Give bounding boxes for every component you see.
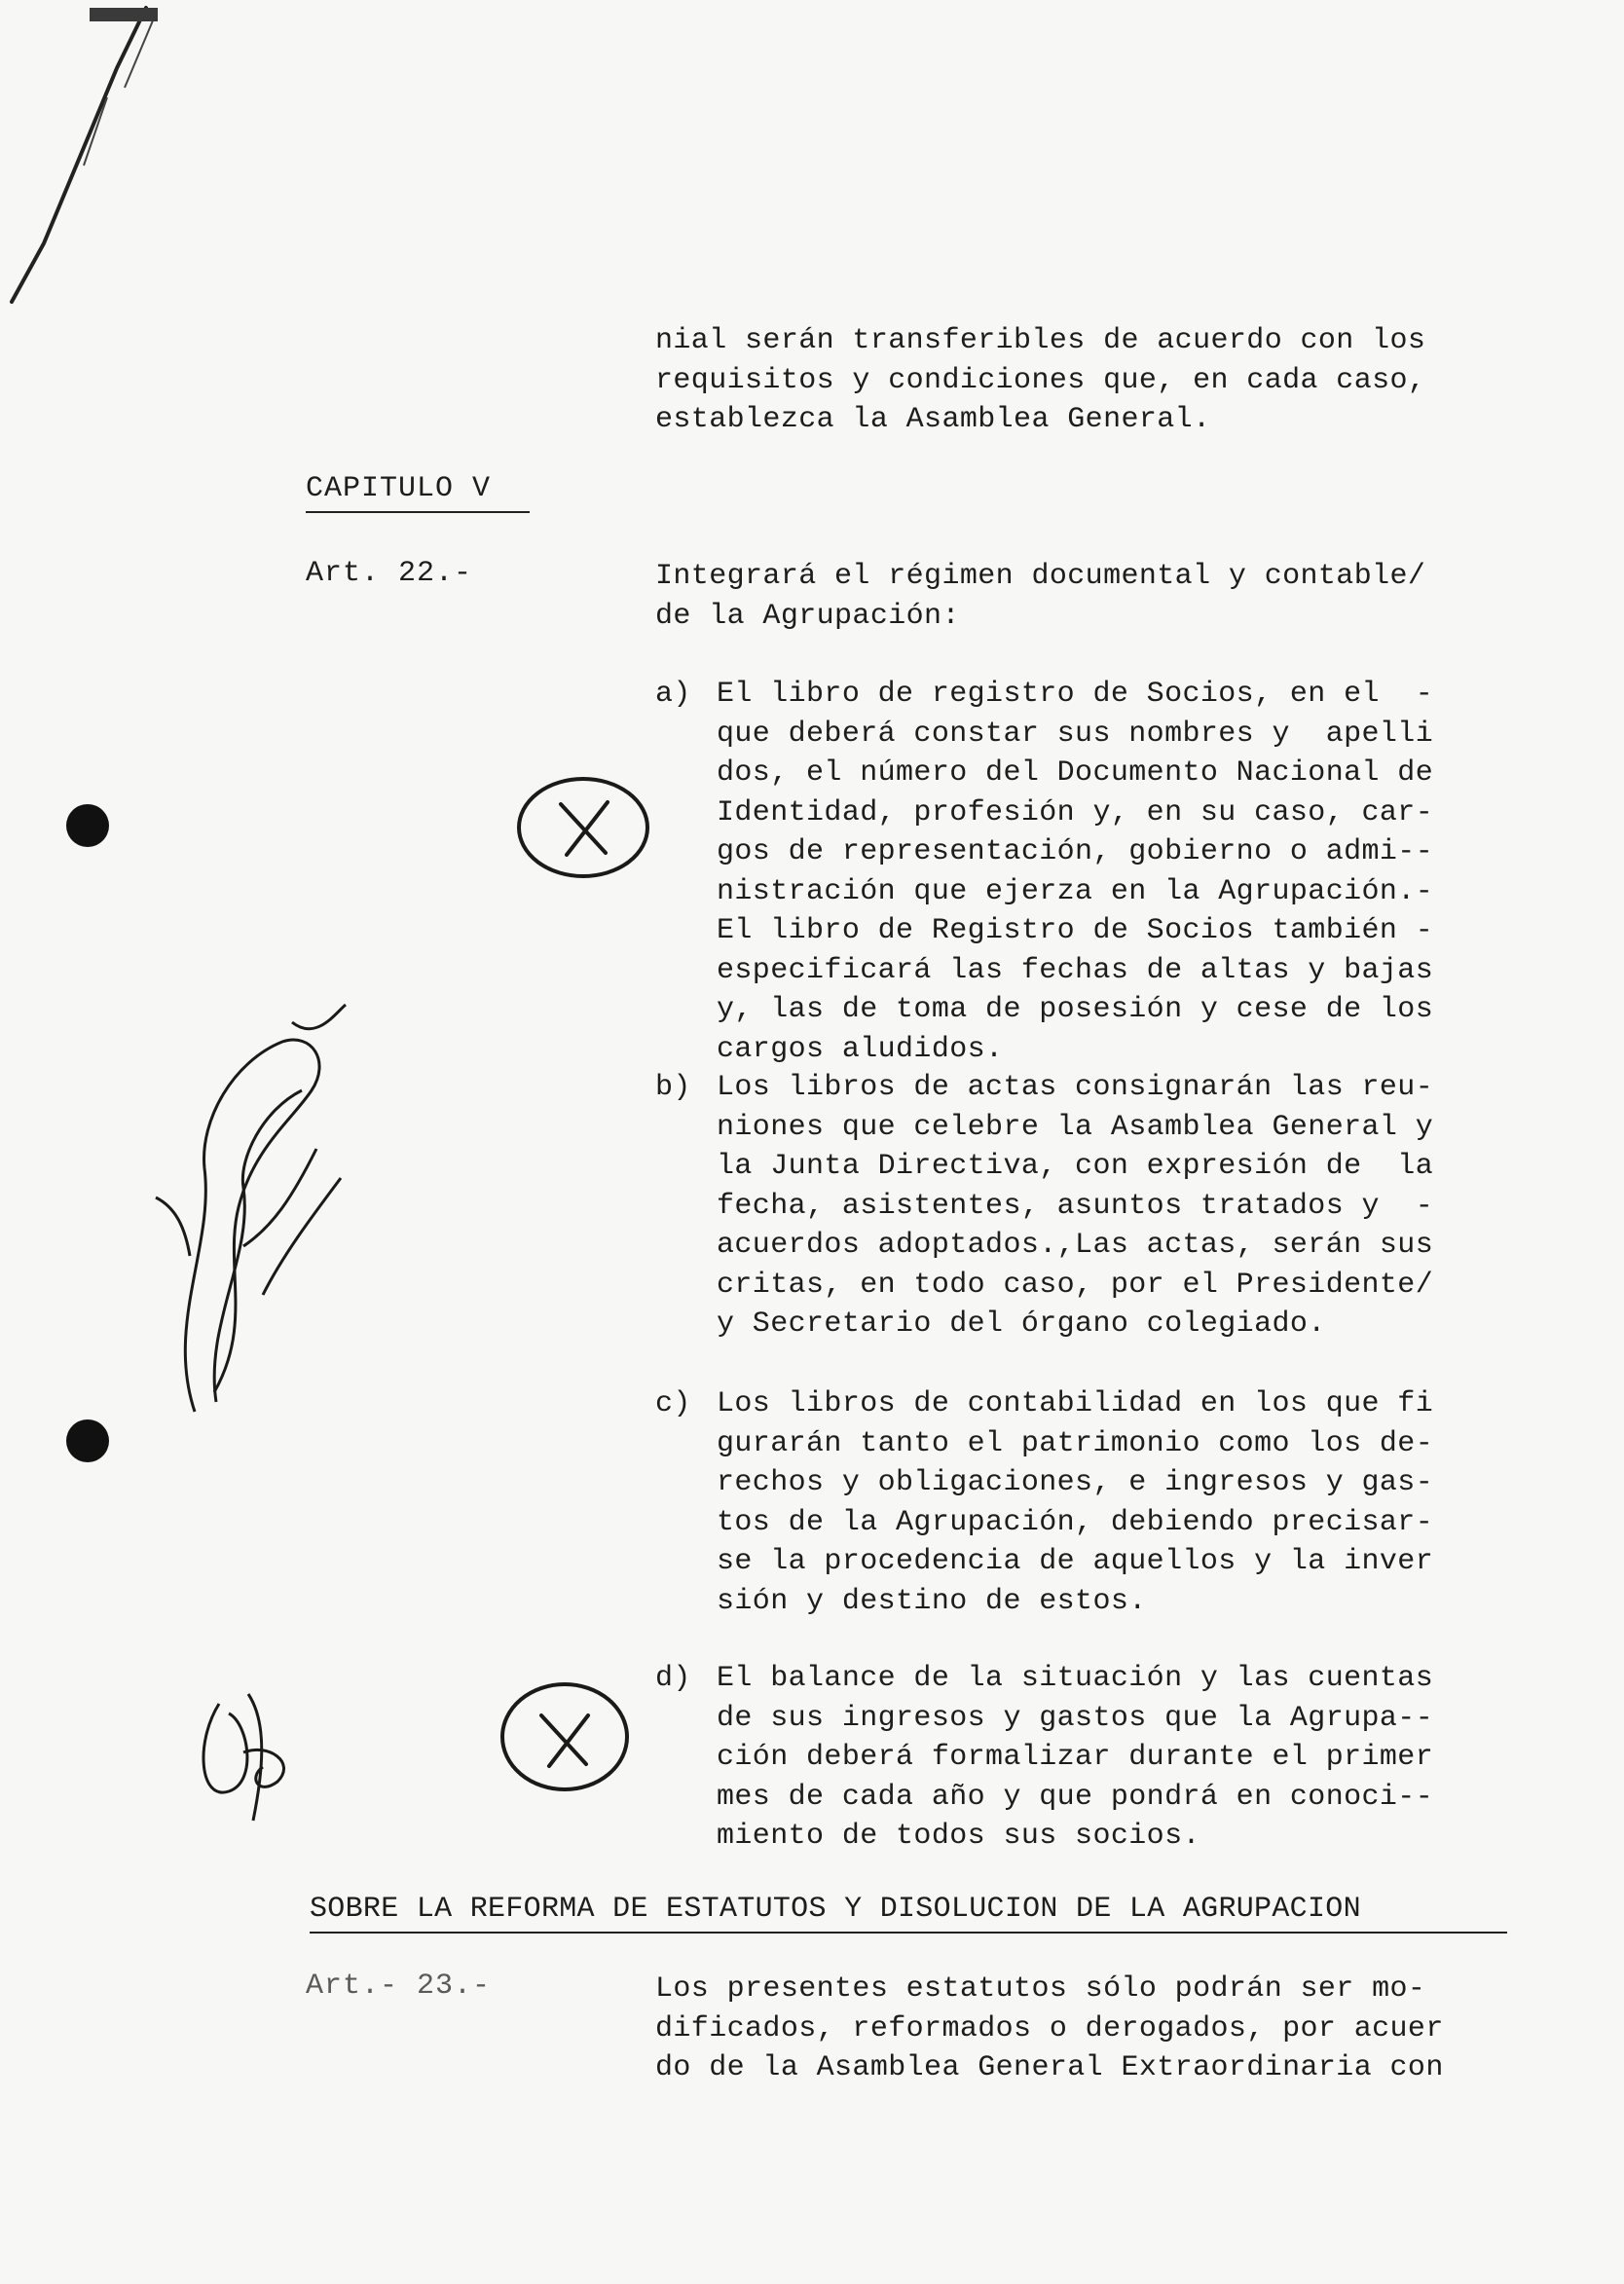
text-line: Los libros de contabilidad en los que fi <box>717 1387 1434 1420</box>
text-line: rechos y obligaciones, e ingresos y gas- <box>717 1466 1434 1499</box>
article-22-intro <box>655 557 1532 636</box>
article-22-label: Art. 22.- <box>306 557 473 590</box>
text-line: Los libros de actas consignarán las reu- <box>717 1071 1434 1104</box>
continuation-paragraph <box>655 321 1532 440</box>
text-line: y Secretario del órgano colegiado. <box>717 1308 1326 1341</box>
text-line: gurarán tanto el patrimonio como los de- <box>717 1426 1434 1460</box>
section-heading: SOBRE LA REFORMA DE ESTATUTOS Y DISOLUCION DE LA AGRUPACION <box>310 1893 1507 1934</box>
item-marker: c) <box>655 1387 691 1420</box>
text-line: cargos aludidos. <box>717 1032 1004 1066</box>
text-line: critas, en todo caso, por el Presidente/ <box>717 1268 1434 1302</box>
punch-hole-bottom <box>66 1419 109 1462</box>
handwritten-signature <box>146 1003 360 1431</box>
corner-scratch-mark <box>0 0 185 312</box>
text-line: miento de todos sus socios. <box>717 1820 1200 1853</box>
handwritten-initials <box>190 1684 307 1830</box>
article-23-paragraph <box>655 1970 1532 2088</box>
circled-x-stamp-2 <box>493 1675 639 1801</box>
item-marker: b) <box>655 1071 691 1104</box>
text-line: Identidad, profesión y, en su caso, car- <box>717 795 1434 829</box>
text-line: especificará las fechas de altas y bajas <box>717 953 1434 987</box>
text-line: mes de cada año y que pondrá en conoci-- <box>717 1780 1434 1814</box>
text-line: dificados, reformados o derogados, por acuer <box>655 2011 1444 2045</box>
text-line: El libro de registro de Socios, en el - <box>717 678 1434 711</box>
text-line: y, las de toma de posesión y cese de los <box>717 993 1434 1026</box>
text-line: Integrará el régimen documental y contable/ <box>655 560 1426 593</box>
text-line: dos, el número del Documento Nacional de <box>717 756 1434 790</box>
item-marker: a) <box>655 678 691 711</box>
text-line: requisitos y condiciones que, en cada caso, <box>655 363 1426 397</box>
text-line: de sus ingresos y gastos que la Agrupa-- <box>717 1701 1434 1735</box>
text-line: ción deberá formalizar durante el primer <box>717 1741 1434 1774</box>
text-line: gos de representación, gobierno o admi-- <box>717 835 1434 868</box>
circled-x-stamp-1 <box>510 769 656 886</box>
text-line: El balance de la situación y las cuentas <box>717 1662 1434 1695</box>
text-line: se la procedencia de aquellos y la inver <box>717 1545 1434 1578</box>
punch-hole-top <box>66 804 109 847</box>
text-line: niones que celebre la Asamblea General y <box>717 1110 1434 1144</box>
article-23-label: Art.- 23.- <box>306 1970 492 2003</box>
text-line: establezca la Asamblea General. <box>655 403 1211 436</box>
text-line: fecha, asistentes, asuntos tratados y - <box>717 1189 1434 1223</box>
text-line: tos de la Agrupación, debiendo precisar- <box>717 1505 1434 1539</box>
text-line: nistración que ejerza en la Agrupación.- <box>717 874 1434 908</box>
text-line: la Junta Directiva, con expresión de la <box>717 1150 1434 1183</box>
chapter-heading: CAPITULO V <box>306 472 530 513</box>
item-marker: d) <box>655 1662 691 1695</box>
text-line: nial serán transferibles de acuerdo con los <box>655 324 1426 357</box>
text-line: do de la Asamblea General Extraordinaria con <box>655 2051 1444 2084</box>
text-line: que deberá constar sus nombres y apelli <box>717 717 1434 751</box>
text-line: acuerdos adoptados.,Las actas, serán sus <box>717 1229 1434 1262</box>
text-line: El libro de Registro de Socios también - <box>717 914 1434 947</box>
text-line: Los presentes estatutos sólo podrán ser mo- <box>655 1972 1426 2006</box>
text-line: de la Agrupación: <box>655 599 960 633</box>
text-line: sión y destino de estos. <box>717 1584 1147 1618</box>
